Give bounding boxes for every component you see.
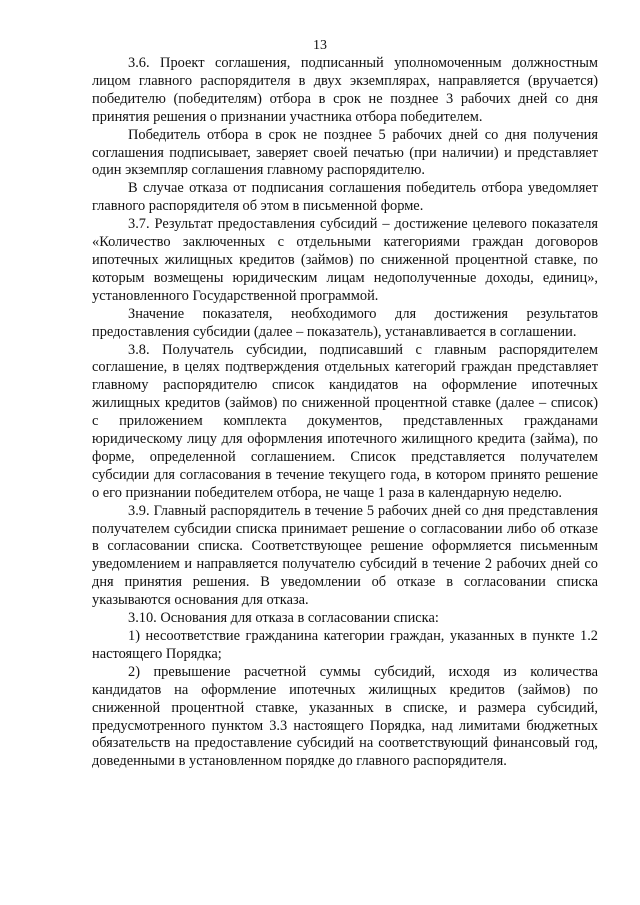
- paragraph-3-6: 3.6. Проект соглашения, подписанный уполномоченным должностным лицом главного распорядителя в двух экземплярах, направляется (вручается) победителю (победителям) отбора в срок не позднее 3 рабочих дней со дня принятия решения о признании участника отбора победителем.: [92, 55, 598, 125]
- paragraph-winner-signing: Победитель отбора в срок не позднее 5 рабочих дней со дня получения соглашения подписывает, заверяет своей печатью (при наличии) и представляет один экземпляр соглашения главному распорядителю.: [92, 126, 598, 179]
- paragraph-3-10: 3.10. Основания для отказа в согласовании списка:: [128, 610, 439, 627]
- list-item-1: 1) несоответствие гражданина категории граждан, указанных в пункте 1.2 настоящего Порядка;: [92, 628, 598, 662]
- paragraph-3-7: 3.7. Результат предоставления субсидий – достижение целевого показателя «Количество заключенных с отдельными категориями граждан договоров ипотечных жилищных кредитов (займов) по сниженной процентной ставке, по которым возмещены юридическим лицам недополученные доходы, единиц», установленного Государственной программой.: [92, 216, 598, 304]
- paragraph-refusal-notice: В случае отказа от подписания соглашения победитель отбора уведомляет главного распорядителя об этом в письменной форме.: [92, 180, 598, 215]
- paragraph-3-9: 3.9. Главный распорядитель в течение 5 рабочих дней со дня представления получателем субсидии списка принимает решение о согласовании либо об отказе в согласовании списка. Соответствующее решение оформляется письменным уведомлением и направляется получателю субсидий в течение 2 рабочих дней со дня принятия решения. В уведомлении об отказе в согласовании списка указываются основания для отказа.: [92, 502, 598, 609]
- page-number: 13: [313, 38, 327, 53]
- document-body: [92, 55, 598, 771]
- paragraph-3-8: 3.8. Получатель субсидии, подписавший с главным распорядителем соглашение, в целях подтверждения отдельных категорий граждан представляет главному распорядителю список кандидатов на оформление ипотечных жилищных кредитов (займов) по сниженной процентной ставке (далее – список) с приложением комплекта документов, представленных гражданами юридическому лицу для оформления ипотечного жилищного кредита (займа), по форме, определенной соглашением. Список представляется получателем субсидии для согласования в течение текущего года, в котором принято решение о его признании победителем отбора, не чаще 1 раза в календарную неделю.: [92, 341, 598, 501]
- paragraph-indicator-value: Значение показателя, необходимого для достижения результатов предоставления субсидии (далее – показатель), устанавливается в соглашении.: [92, 305, 598, 340]
- list-item-2: 2) превышение расчетной суммы субсидий, исходя из количества кандидатов на оформление ипотечных жилищных кредитов (займов) по сниженной процентной ставке, указанных в списке, и размера субсидий, предусмотренного пунктом 3.3 настоящего Порядка, над лимитами бюджетных обязательств на предоставление субсидий на соответствующий финансовый год, доведенными в установленном порядке до главного распорядителя.: [92, 663, 598, 770]
